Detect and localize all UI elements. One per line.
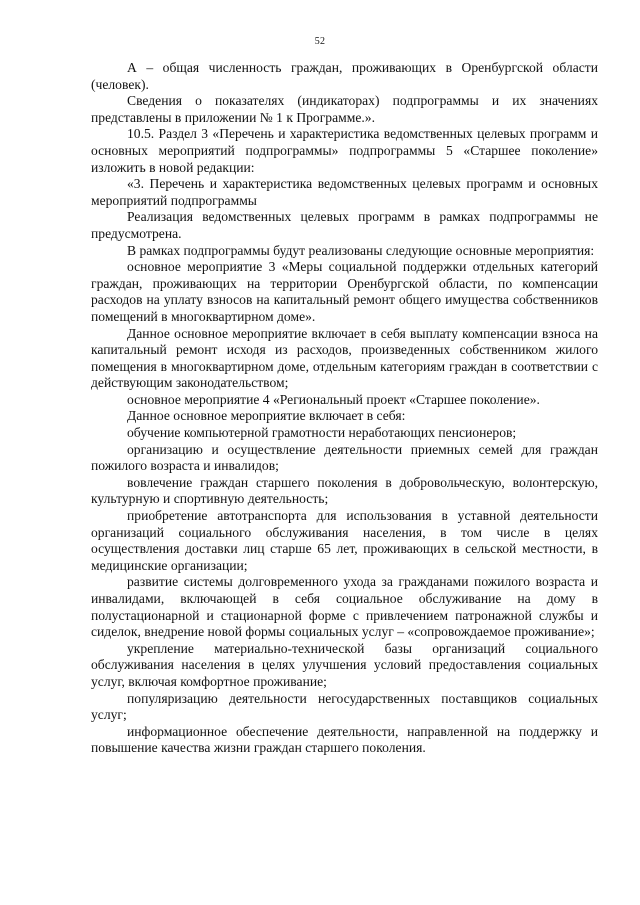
paragraph: Данное основное мероприятие включает в себя выплату компенсации взноса на капитальный ремонт исходя из расходов, произведенных собственником жилого помещения в многоквартирном доме, отдельным категориям граждан в соответствии с действующим законодательством;: [91, 325, 598, 391]
paragraph: вовлечение граждан старшего поколения в добровольческую, волонтерскую, культурную и спортивную деятельность;: [91, 474, 598, 507]
paragraph: Реализация ведомственных целевых программ в рамках подпрограммы не предусмотрена.: [91, 209, 598, 241]
document-body: [91, 60, 598, 757]
paragraph: основное мероприятие 3 «Меры социальной поддержки отдельных категорий граждан, проживающих на территории Оренбургской области, по компенсации расходов на уплату взносов на капитальный ремонт общего имущества собственников помещений в многоквартирном доме».: [91, 259, 598, 324]
paragraph: информационное обеспечение деятельности, направленной на поддержку и повышение качества жизни граждан старшего поколения.: [91, 723, 598, 756]
paragraph: организацию и осуществление деятельности приемных семей для граждан пожилого возраста и инвалидов;: [91, 441, 598, 474]
paragraph: приобретение автотранспорта для использования в уставной деятельности организаций социального обслуживания населения, в том числе в целях осуществления доставки лиц старше 65 лет, проживающих в сельской местности, в медицинские организации;: [91, 508, 598, 573]
paragraph: А – общая численность граждан, проживающих в Оренбургской области (человек).: [91, 60, 598, 92]
paragraph: укрепление материально-технической базы организаций социального обслуживания населения в целях улучшения условий предоставления социальных услуг, включая комфортное проживание;: [91, 640, 598, 689]
paragraph: основное мероприятие 4 «Региональный проект «Старшее поколение».: [127, 391, 540, 407]
paragraph: В рамках подпрограммы будут реализованы следующие основные мероприятия:: [127, 242, 595, 258]
page-number: 52: [314, 36, 326, 47]
paragraph: развитие системы долговременного ухода за гражданами пожилого возраста и инвалидами, включающей в себя социальное обслуживание на дому в полустационарной и стационарной форме с привлечением патронажной службы и сиделок, внедрение новой формы социальных услуг – «сопровождаемое проживание»;: [91, 574, 598, 640]
paragraph: популяризацию деятельности негосударственных поставщиков социальных услуг;: [91, 690, 598, 723]
paragraph: обучение компьютерной грамотности неработающих пенсионеров;: [127, 425, 517, 441]
paragraph: Данное основное мероприятие включает в себя:: [127, 408, 406, 424]
paragraph: «3. Перечень и характеристика ведомственных целевых программ и основных мероприятий подпрограммы: [91, 176, 598, 208]
paragraph: Сведения о показателях (индикаторах) подпрограммы и их значениях представлены в приложении № 1 к Программе.».: [91, 93, 598, 125]
paragraph: 10.5. Раздел 3 «Перечень и характеристика ведомственных целевых программ и основных мероприятий подпрограммы» подпрограммы 5 «Старшее поколение» изложить в новой редакции:: [91, 126, 598, 175]
